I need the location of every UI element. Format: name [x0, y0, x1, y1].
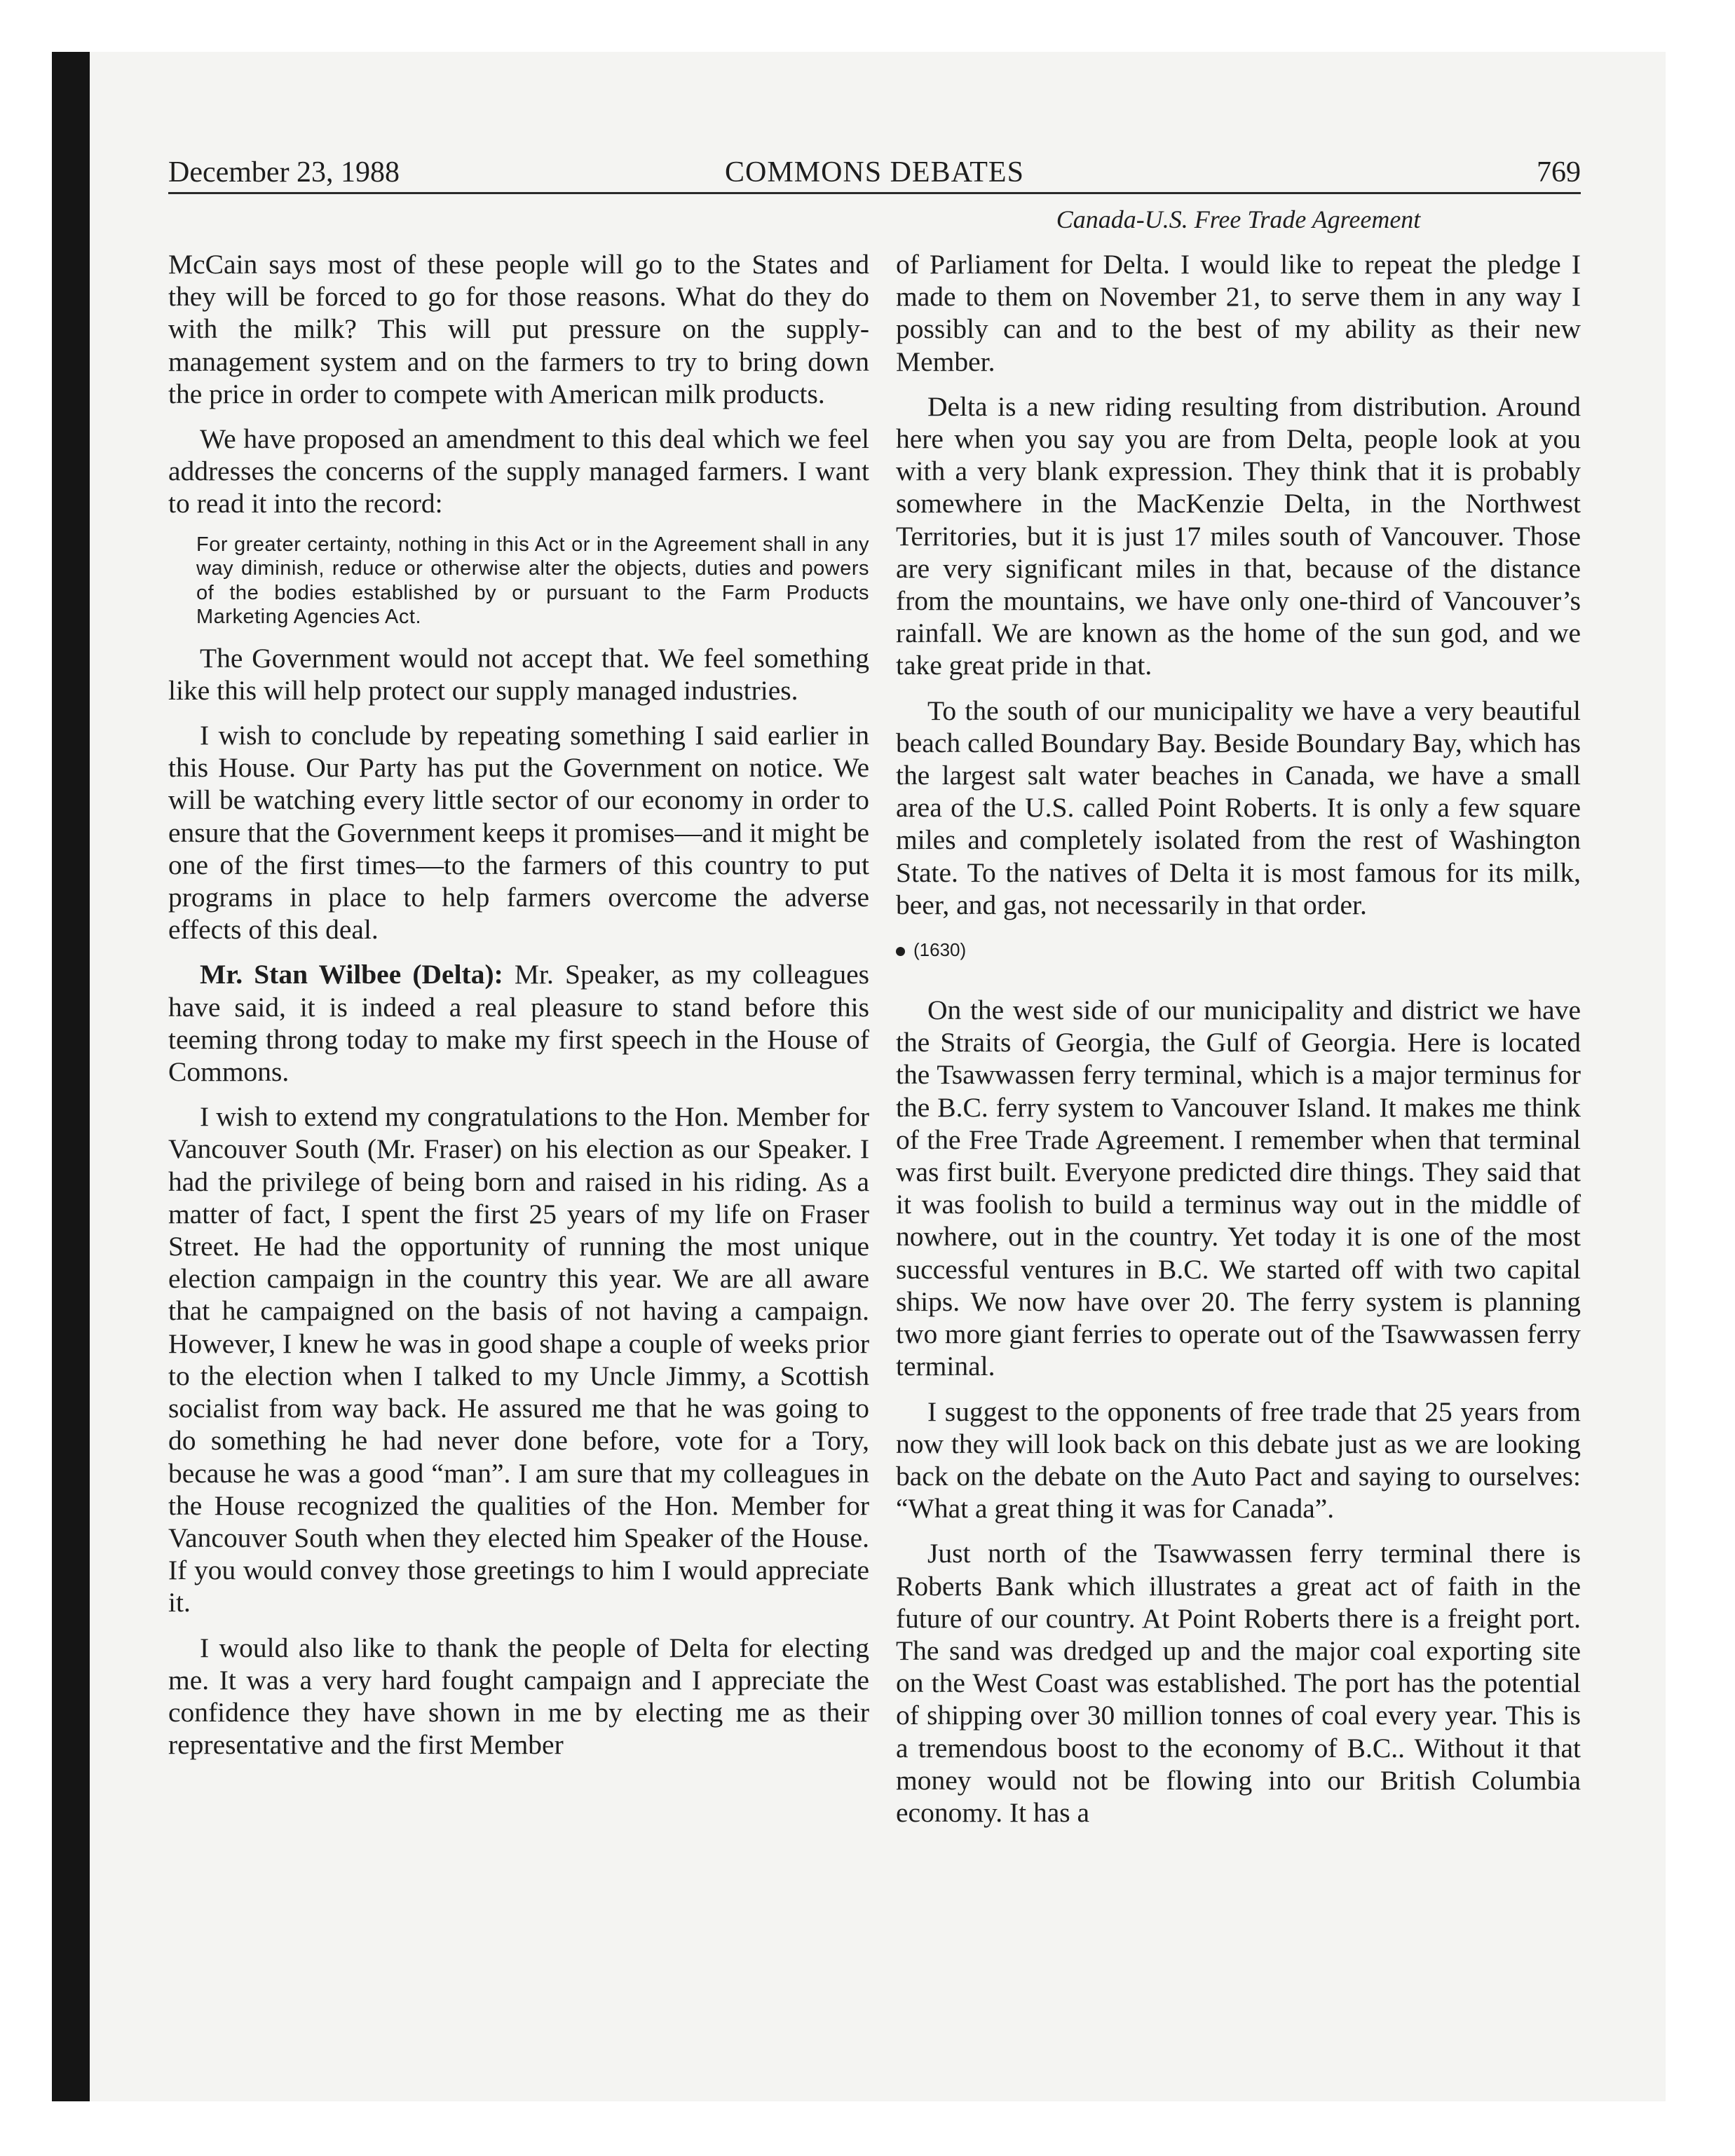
running-head: Canada-U.S. Free Trade Agreement	[1056, 205, 1421, 233]
speaker-paragraph	[168, 958, 869, 1088]
paragraph: On the west side of our municipality and district we have the Straits of Georgia, the Gulf of Georgia. Here is located the Tsawwassen ferry terminal, which is a major terminus for the B.C. ferry system to Vancouver Island. It makes me think of the Free Trade Agreement. I remember when that terminal was first built. Everyone predicted dire things. They said that it was foolish to build a terminus way out in the middle of nowhere, out in the country. Yet today it is one of the most successful ventures in B.C. We started off with two capital ships. We now have over 20. The ferry system is planning two more giant ferries to operate out of the Tsawwassen ferry terminal.	[896, 995, 1581, 1382]
page-header	[168, 153, 1581, 194]
page-number: 769	[1537, 156, 1581, 189]
speaker-name: Mr. Stan Wilbee (Delta):	[200, 959, 503, 990]
right-column	[896, 248, 1581, 1841]
block-quote: For greater certainty, nothing in this Act or in the Agreement shall in any way diminish, reduce or otherwise alter the objects, duties and powers of the bodies established by or pursuant to the Farm Products Marketing Agencies Act.	[196, 533, 869, 629]
paragraph: Just north of the Tsawwassen ferry terminal there is Roberts Bank which illustrates a great act of faith in the future of our country. At Point Roberts there is a freight port. The sand was dredged up and the major coal exporting site on the West Coast was established. The port has the potential of shipping over 30 million tonnes of coal every year. This is a tremendous boost to the economy of B.C.. Without it that money would not be flowing into our British Columbia economy. It has a	[896, 1538, 1581, 1828]
paragraph: To the south of our municipality we have a very beautiful beach called Boundary Bay. Beside Boundary Bay, which has the largest salt water beaches in Canada, we have a small area of the U.S. called Point Roberts. It is only a few square miles and completely isolated from the rest of Washington State. To the natives of Delta it is most famous for its milk, beer, and gas, not necessarily in that order.	[896, 695, 1581, 920]
paragraph: of Parliament for Delta. I would like to repeat the pledge I made to them on November 21, to serve them in any way I possibly can and to the best of my ability as their new Member.	[896, 249, 1581, 377]
header-title: COMMONS DEBATES	[725, 156, 1024, 189]
bullet-icon	[896, 947, 905, 956]
paragraph: Delta is a new riding resulting from distribution. Around here when you say you are from Delta, people look at you with a very blank expression. They think that it is probably somewhere in the MacKenzie Delta, in the Northwest Territories, but it is just 17 miles south of Vancouver. Those are very significant miles in that, because of the distance from the mountains, we have only one-third of Vancouver’s rainfall. We are known as the home of the sun god, and we take great pride in that.	[896, 390, 1581, 681]
paragraph: I would also like to thank the people of Delta for electing me. It was a very hard fought campaign and I appreciate the confidence they have shown in me by electing me as their representative and the first Member	[168, 1632, 869, 1761]
paragraph: I suggest to the opponents of free trade that 25 years from now they will look back on this debate just as we are looking back on the debate on the Auto Pact and saying to ourselves: “What a great thing it was for Canada”.	[896, 1396, 1581, 1524]
left-column	[168, 248, 869, 1773]
header-date: December 23, 1988	[168, 156, 400, 189]
time-marker	[896, 934, 1581, 966]
paragraph: McCain says most of these people will go to the States and they will be forced to go for those reasons. What do they do with the milk? This will put pressure on the supply-management system and on the farmers to try to bring down the price in order to compete with American milk products.	[168, 249, 869, 409]
time-marker-text: (1630)	[913, 939, 967, 961]
binding-edge	[52, 52, 90, 2101]
paragraph: The Government would not accept that. We feel something like this will help protect our supply managed industries.	[168, 642, 869, 706]
paragraph: We have proposed an amendment to this deal which we feel addresses the concerns of the supply managed farmers. I want to read it into the record:	[168, 423, 869, 519]
paragraph: I wish to conclude by repeating something I said earlier in this House. Our Party has put the Government on notice. We will be watching every little sector of our economy in order to ensure that the Government keeps it promises—and it might be one of the first times—to the farmers of this country to put programs in place to help farmers overcome the adverse effects of this deal.	[168, 720, 869, 946]
speech-text: Mr. Speaker, as my colleagues have said, it is indeed a real pleasure to stand before this teeming throng today to make my first speech in the House of Commons.	[168, 959, 870, 1088]
paragraph: I wish to extend my congratulations to the Hon. Member for Vancouver South (Mr. Fraser) on his election as our Speaker. I had the privilege of being born and raised in his riding. As a matter of fact, I spent the first 25 years of my life on Fraser Street. He had the opportunity of running the most unique election campaign in the country this year. We are all aware that he campaigned on the basis of not having a campaign. However, I knew he was in good shape a couple of weeks prior to the election when I talked to my Uncle Jimmy, a Scottish socialist from way back. He assured me that he was going to do something he had never done before, vote for a Tory, because he was a good “man”. I am sure that my colleagues in the House recognized the qualities of the Hon. Member for Vancouver South when they elected him Speaker of the House. If you would convey those greetings to him I would appreciate it.	[168, 1101, 869, 1618]
